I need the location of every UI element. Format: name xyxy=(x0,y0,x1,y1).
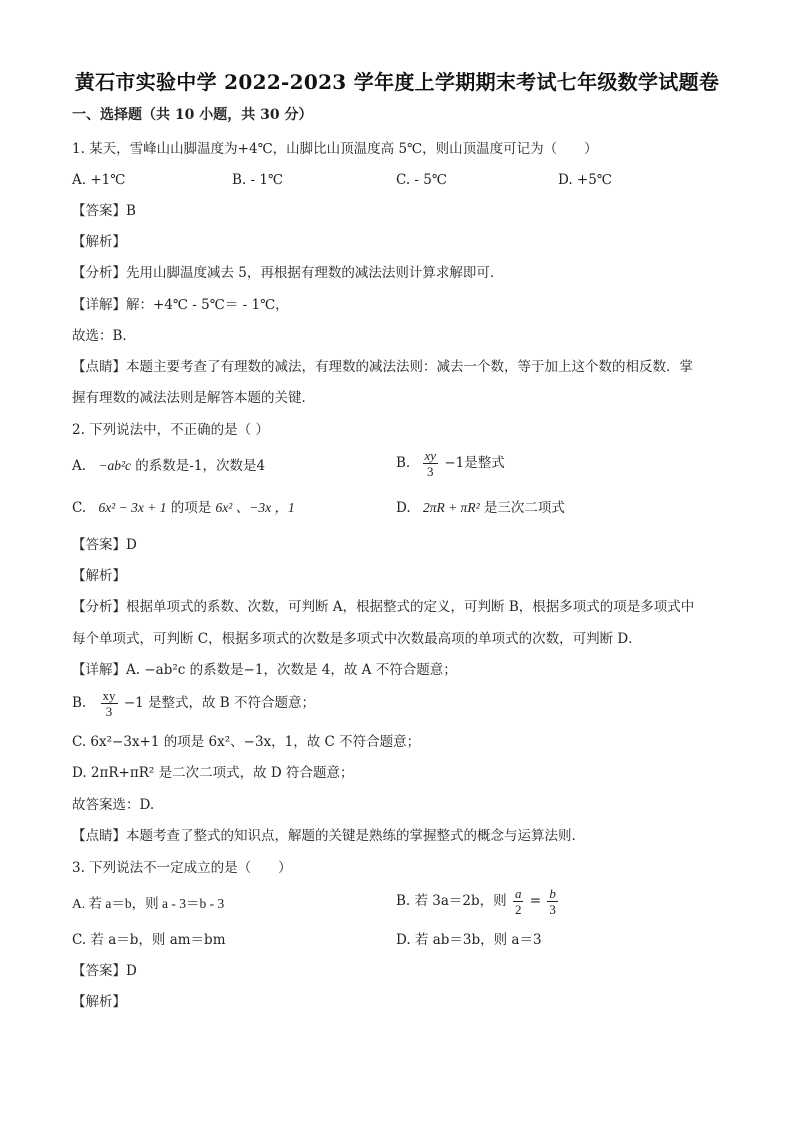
q2-option-a-label: A. xyxy=(72,458,87,474)
q2-detail-b-label: B. xyxy=(72,695,87,711)
q1-option-a: A. +1℃ xyxy=(72,172,126,188)
q2-detail-d: D. 2πR+πR² 是二次二项式，故 D 符合题意； xyxy=(72,765,354,781)
q3-option-a: A. 若 a＝b，则 a - 3＝b - 3 xyxy=(72,896,225,911)
q1-option-b: B. - 1℃ xyxy=(232,172,284,188)
q3-option-b-den-2: 3 xyxy=(549,902,556,917)
question-1-stem: 1. 某天，雪峰山山脚温度为+4℃，山脚比山顶温度高 5℃，则山顶温度可记为（ ） xyxy=(72,141,598,157)
q2-answer: 【答案】D xyxy=(72,537,137,553)
q3-option-b-den-1: 2 xyxy=(514,902,522,917)
q2-analysis-line1: 【分析】根据单项式的系数、次数，可判断 A，根据整式的定义，可判断 B，根据多项式的项是多项式中 xyxy=(72,599,695,615)
q2-analysis-line2: 每个单项式，可判断 C，根据多项式的次数是多项式中次数最高项的单项式的次数，可判断 D． xyxy=(72,631,642,647)
q2-option-a xyxy=(72,457,265,475)
q3-option-b-fraction-2 xyxy=(547,886,558,917)
q2-option-a-text: 的系数是-1，次数是4 xyxy=(135,458,266,474)
q2-option-c-label: C. xyxy=(72,500,87,516)
q2-option-c-terms: 6x² 、−3x ，1 xyxy=(215,500,295,515)
q3-option-b-fraction-1 xyxy=(513,886,524,917)
q2-option-b xyxy=(396,448,505,479)
section-heading: 一、选择题（共 10 小题，共 30 分） xyxy=(72,107,313,123)
q3-option-d: D. 若 ab＝3b，则 a＝3 xyxy=(396,932,542,948)
q1-choice: 故选：B． xyxy=(72,328,136,344)
q2-jiexi-label: 【解析】 xyxy=(72,568,126,584)
q1-comment-line1: 【点睛】本题主要考查了有理数的减法，有理数的减法法则：减去一个数，等于加上这个数的相反数．掌 xyxy=(72,359,693,375)
q2-detail-c: C. 6x²−3x+1 的项是 6x²、−3x，1，故 C 不符合题意； xyxy=(72,734,421,750)
q1-answer: 【答案】B xyxy=(72,203,136,219)
q2-detail-b-fraction xyxy=(101,688,118,719)
q3-option-b-num-1: a xyxy=(514,886,522,901)
question-2-stem: 2. 下列说法中，不正确的是（ ） xyxy=(72,422,269,438)
q2-choice: 故答案选：D. xyxy=(72,797,155,813)
q2-detail-b xyxy=(72,688,315,719)
q3-option-c: C. 若 a＝b，则 am＝bm xyxy=(72,932,226,948)
q3-option-b-prefix: B. 若 3a＝2b，则 xyxy=(396,893,507,909)
q2-option-b-text: −1是整式 xyxy=(444,455,505,471)
q2-detail-b-numerator: xy xyxy=(102,688,116,703)
q1-option-d: D. +5℃ xyxy=(558,172,612,188)
q3-option-b xyxy=(396,886,560,917)
q2-detail-b-denominator: 3 xyxy=(105,704,113,719)
q1-detail: 【详解】解：+4℃ - 5℃＝ - 1℃， xyxy=(72,297,289,313)
q3-jiexi-label: 【解析】 xyxy=(72,994,126,1010)
q2-option-c-mid: 的项是 xyxy=(170,500,212,516)
q2-option-c-expr: 6x² − 3x + 1 xyxy=(98,500,167,515)
q1-comment-line2: 握有理数的减法法则是解答本题的关键． xyxy=(72,390,315,406)
q2-option-a-expr: −ab²c xyxy=(98,458,131,473)
question-3-stem: 3. 下列说法不一定成立的是（ ） xyxy=(72,860,292,876)
q2-comment: 【点睛】本题考查了整式的知识点，解题的关键是熟练的掌握整式的概念与运算法则. xyxy=(72,828,576,844)
page-title: 黄石市实验中学 2022-2023 学年度上学期期末考试七年级数学试题卷 xyxy=(74,70,720,94)
q2-option-d-label: D. xyxy=(396,500,411,516)
q2-option-b-numerator: xy xyxy=(424,448,437,463)
q2-detail-a: 【详解】A. −ab²c 的系数是−1，次数是 4，故 A 不符合题意； xyxy=(72,662,457,678)
q2-option-b-denominator: 3 xyxy=(427,464,434,479)
q3-option-b-equals: = xyxy=(529,893,542,909)
q1-jiexi-label: 【解析】 xyxy=(72,234,126,250)
q3-answer: 【答案】D xyxy=(72,963,137,979)
q3-option-b-num-2: b xyxy=(549,886,556,901)
q2-option-c xyxy=(72,499,295,517)
q2-option-d-expr: 2πR + πR² xyxy=(422,500,480,515)
q1-analysis: 【分析】先用山脚温度减去 5，再根据有理数的减法法则计算求解即可． xyxy=(72,265,504,281)
q2-detail-b-text: −1 是整式，故 B 不符合题意； xyxy=(123,695,316,711)
q1-option-c: C. - 5℃ xyxy=(396,172,447,188)
q2-option-d xyxy=(396,499,565,517)
q2-option-b-label: B. xyxy=(396,455,411,471)
q2-option-b-fraction xyxy=(423,448,439,479)
q2-option-d-text: 是三次二项式 xyxy=(483,500,565,516)
